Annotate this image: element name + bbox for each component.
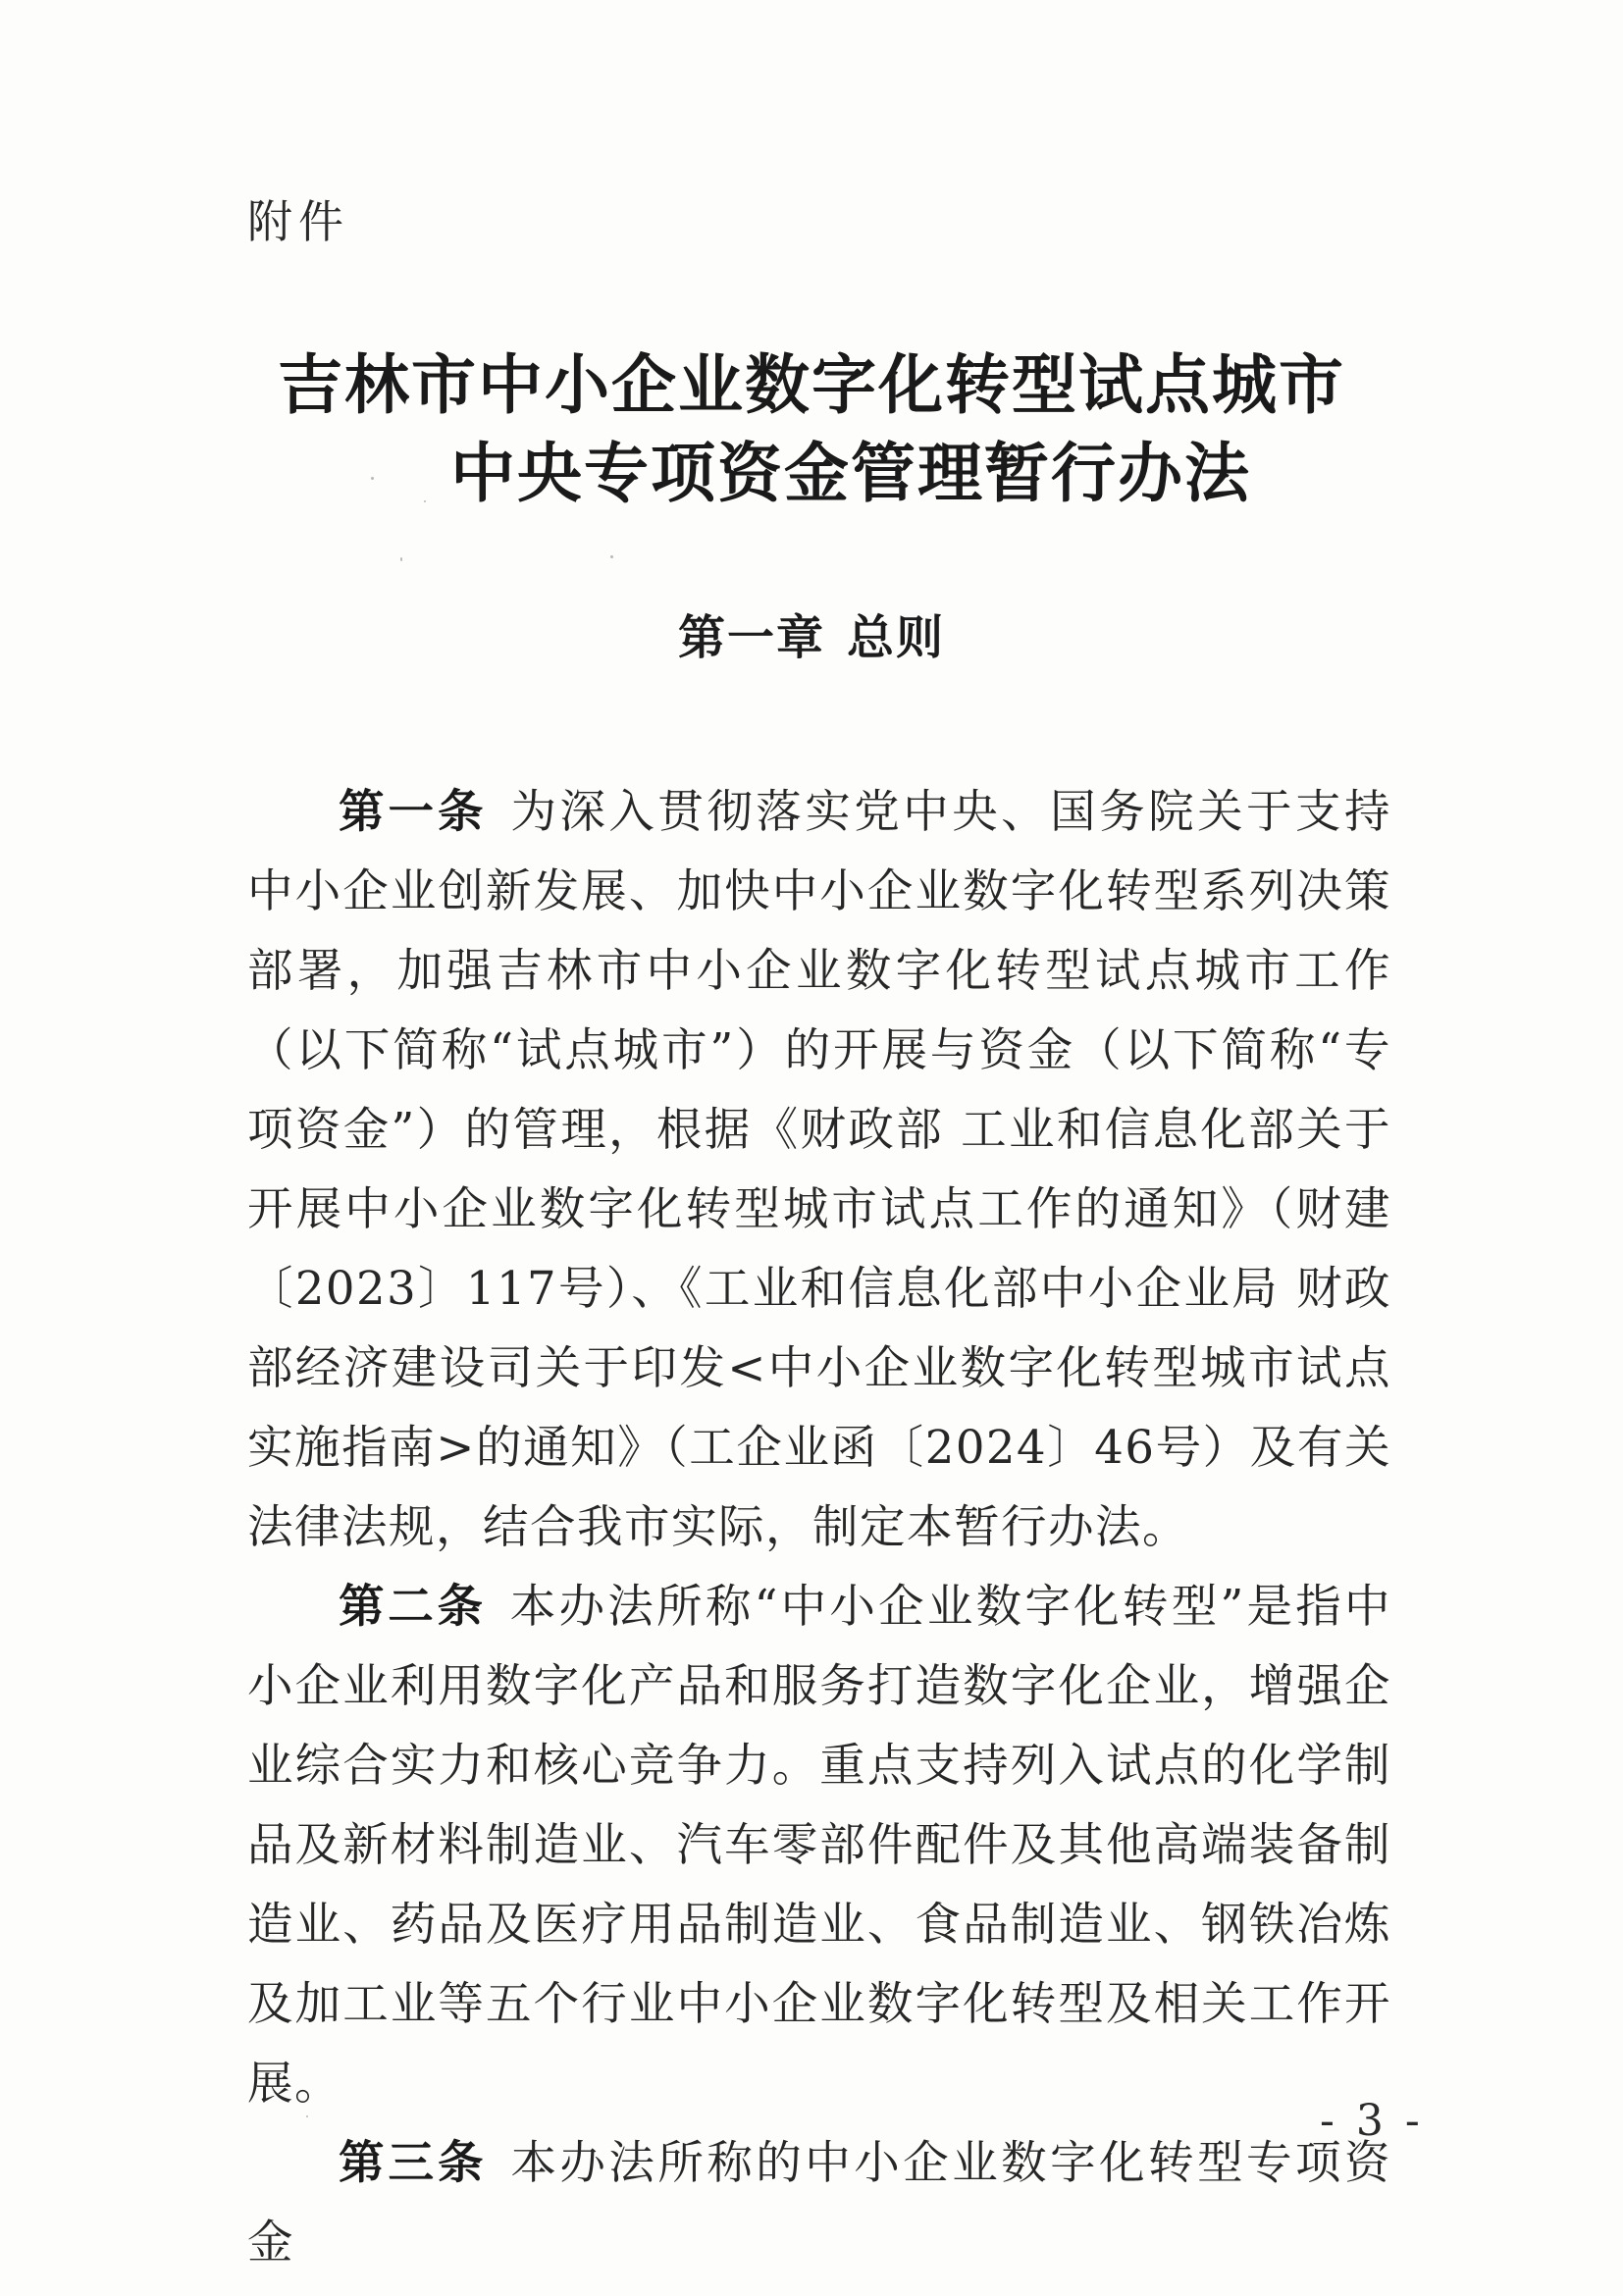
article-label: 第三条 xyxy=(339,2136,488,2189)
article-text: 本办法所称“中小企业数字化转型”是指中小企业利用数字化产品和服务打造数字化企业，增强企业综合实力和核心竞争力。重点支持列入试点的化学制品及新材料制造业、汽车零部件配件及其他高端装备制造业、药品及医疗用品制造业、食品制造业、钢铁冶炼及加工业等五个行业中小企业数字化转型及相关工作开展。 xyxy=(247,1580,1391,2110)
chapter-name: 总则 xyxy=(847,610,946,665)
article-paragraph xyxy=(247,772,1391,1567)
chapter-heading xyxy=(0,606,1623,669)
article-label: 第一条 xyxy=(339,785,488,838)
document-title-line-1: 吉林市中小企业数字化转型试点城市 xyxy=(278,346,1345,423)
scan-speck xyxy=(424,500,426,502)
article-label: 第二条 xyxy=(339,1580,487,1633)
chapter-number: 第一章 xyxy=(677,610,825,665)
scan-speck xyxy=(610,555,613,558)
page-number: - 3 - xyxy=(1320,2096,1424,2146)
scan-speck xyxy=(306,2115,308,2117)
article-paragraph xyxy=(247,2123,1391,2282)
document-title-line-2: 中央专项资金管理暂行办法 xyxy=(450,435,1251,511)
article-text: 为深入贯彻落实党中央、国务院关于支持中小企业创新发展、加快中小企业数字化转型系列决策部署，加强吉林市中小企业数字化转型试点城市工作（以下简称“试点城市”）的开展与资金（以下简称“专项资金”）的管理，根据《财政部 工业和信息化部关于开展中小企业数字化转型城市试点工作的通知》（财建〔2023〕117号）、《工业和信息化部中小企业局 财政部经济建设司关于印发<中小企业数字化转型城市试点实施指南>的通知》（工企业函〔2024〕46号）及有关法律法规，结合我市实际，制定本暂行办法。 xyxy=(247,785,1392,1553)
document-body xyxy=(247,772,1391,2282)
article-paragraph xyxy=(247,1567,1391,2123)
article-text: 本办法所称的中小企业数字化转型专项资金 xyxy=(247,2136,1392,2269)
scan-speck xyxy=(371,477,374,480)
attachment-label: 附件 xyxy=(247,195,349,248)
scan-speck xyxy=(400,557,402,561)
